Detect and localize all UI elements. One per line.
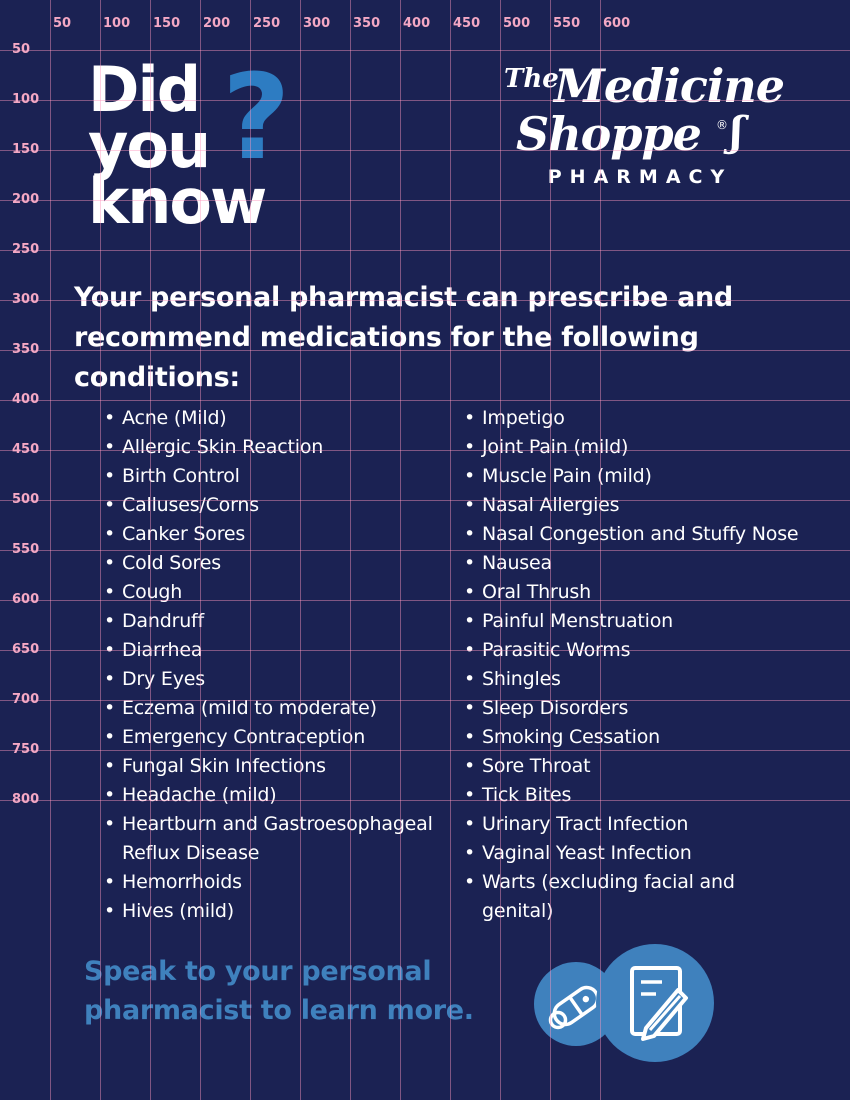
registered-trademark-icon: ® [716,118,728,132]
grid-label-x: 400 [403,16,431,31]
grid-label-x: 600 [603,16,631,31]
logo-shoppe-text: Shoppe [516,107,701,161]
list-item: • Nasal Allergies [464,491,804,520]
grid-label-y: 200 [12,192,40,207]
footer-line-2: pharmacist to learn more. [84,995,474,1026]
list-item: • Canker Sores [104,520,464,549]
heading-line-3: know [88,165,266,238]
list-item: • Fungal Skin Infections [104,752,464,781]
list-item: • Acne (Mild) [104,404,464,433]
list-item: • Tick Bites [464,781,804,810]
poster-subtitle: Your personal pharmacist can prescribe and recommend medications for the following conditions: [74,282,733,393]
heading-line-2: you [88,109,210,182]
list-item: • Dry Eyes [104,665,464,694]
list-item: • Nausea [464,549,804,578]
grid-label-x: 500 [503,16,531,31]
list-item: • Muscle Pain (mild) [464,462,804,491]
grid-line-horizontal [0,250,850,251]
grid-label-y: 50 [12,42,31,57]
list-item: • Hemorrhoids [104,868,464,897]
grid-label-y: 700 [12,692,40,707]
list-item: • Eczema (mild to moderate) [104,694,464,723]
grid-label-y: 650 [12,642,40,657]
grid-label-x: 450 [453,16,481,31]
list-item: • Smoking Cessation [464,723,804,752]
list-item: • Headache (mild) [104,781,464,810]
conditions-list-left [104,404,464,926]
grid-label-y: 500 [12,492,40,507]
grid-label-x: 100 [103,16,131,31]
list-item: • Urinary Tract Infection [464,810,804,839]
footer-icon-group [534,944,704,1064]
list-item: • Emergency Contraception [104,723,464,752]
list-item: • Hives (mild) [104,897,464,926]
grid-label-y: 100 [12,92,40,107]
list-item: • Cough [104,578,464,607]
list-item: • Warts (excluding facial and genital) [464,868,804,926]
list-item: • Allergic Skin Reaction [104,433,464,462]
list-item: • Nasal Congestion and Stuffy Nose [464,520,804,549]
list-item: • Shingles [464,665,804,694]
grid-label-y: 150 [12,142,40,157]
logo-medicine-text: Medicine [554,59,785,113]
grid-label-y: 750 [12,742,40,757]
footer-call-to-action [84,952,554,1030]
list-item: • Sore Throat [464,752,804,781]
grid-label-y: 450 [12,442,40,457]
grid-label-y: 400 [12,392,40,407]
grid-label-y: 600 [12,592,40,607]
list-item: • Impetigo [464,404,804,433]
grid-label-x: 250 [253,16,281,31]
list-item: • Parasitic Worms [464,636,804,665]
logo-pharmacy-text: PHARMACY [547,166,733,188]
list-item: • Sleep Disorders [464,694,804,723]
list-item: • Vaginal Yeast Infection [464,839,804,868]
question-mark-icon: ? [222,48,287,186]
grid-label-x: 300 [303,16,331,31]
grid-label-y: 800 [12,792,40,807]
list-item: • Birth Control [104,462,464,491]
logo-the-text: The [504,64,559,94]
grid-label-x: 350 [353,16,381,31]
list-item: • Calluses/Corns [104,491,464,520]
grid-label-y: 350 [12,342,40,357]
grid-label-x: 150 [153,16,181,31]
grid-label-x: 200 [203,16,231,31]
list-item: • Cold Sores [104,549,464,578]
mortar-pestle-icon: ʃ [730,108,744,155]
list-item: • Heartburn and Gastroesophageal Reflux Disease [104,810,464,868]
footer-line-1: Speak to your personal [84,956,432,987]
grid-label-x: 50 [53,16,72,31]
heading-line-1: Did [88,53,200,126]
list-item: • Diarrhea [104,636,464,665]
grid-label-y: 550 [12,542,40,557]
conditions-column-right [464,404,804,926]
list-item: • Oral Thrush [464,578,804,607]
grid-label-x: 550 [553,16,581,31]
list-item: • Dandruff [104,607,464,636]
grid-line-horizontal [0,400,850,401]
prescription-document-icon [596,944,714,1062]
conditions-columns [104,404,804,926]
grid-label-y: 250 [12,242,40,257]
conditions-column-left [104,404,464,926]
poster-header [0,0,850,250]
list-item: • Painful Menstruation [464,607,804,636]
list-item: • Joint Pain (mild) [464,433,804,462]
conditions-list-right [464,404,804,926]
grid-label-y: 300 [12,292,40,307]
